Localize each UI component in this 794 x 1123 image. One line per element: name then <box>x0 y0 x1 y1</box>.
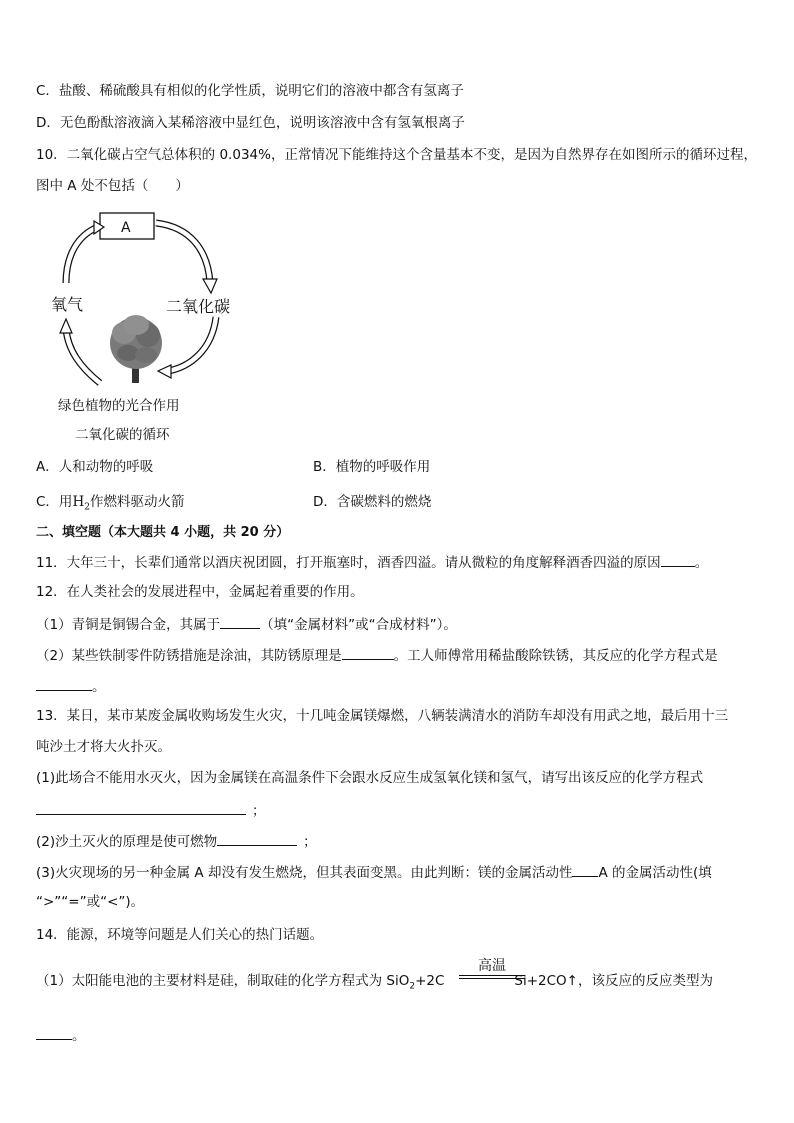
q11-stem <box>36 552 708 572</box>
diagram-bottom-label: 绿色植物的光合作用 <box>58 398 180 414</box>
q13-part1: (1)此场合不能用水灭火，因为金属镁在高温条件下会跟水反应生成氢氧化镁和氢气，请写出该反应的化学方程式 <box>36 770 704 786</box>
q13-part2-text: (2)沙土灭火的原理是使可燃物 <box>36 834 218 850</box>
q11-end: 。 <box>694 555 709 571</box>
q14-part1-text-b: +2C <box>415 973 445 989</box>
q9-option-c: C．盐酸、稀硫酸具有相似的化学性质，说明它们的溶液中都含有氢离子 <box>36 83 464 99</box>
q14-part1-text-c: Si+2CO↑，该反应的反应类型为 <box>514 973 713 989</box>
co2-label: 二氧化碳 <box>166 297 231 316</box>
q12-part2-cont <box>36 676 106 696</box>
carbon-cycle-diagram <box>40 205 260 395</box>
diagram-caption: 二氧化碳的循环 <box>75 427 170 443</box>
q10-option-c-prefix: C．用 <box>36 494 73 510</box>
q10-stem-line2: 图中 A 处不包括（ ） <box>36 178 189 194</box>
arrowhead-to-o2 <box>60 319 72 333</box>
q12-part2-end: 。 <box>92 679 106 695</box>
q12-part1-blank[interactable] <box>220 614 260 629</box>
section-heading-fill-in: 二、填空题（本大题共 4 小题，共 20 分） <box>36 525 290 540</box>
arrowhead-to-co2 <box>203 279 217 293</box>
q13-stem-line2: 吨沙土才将大火扑灭。 <box>36 739 171 755</box>
q10-option-b: B．植物的呼吸作用 <box>313 459 431 475</box>
q12-part1-text-b: （填“金属材料”或“合成材料”）。 <box>260 617 457 633</box>
sio2-subscript: 2 <box>409 981 416 992</box>
equals-line-bottom <box>459 978 525 979</box>
tree-icon <box>110 315 162 383</box>
q11-answer-blank[interactable] <box>661 552 695 567</box>
q14-part1-blank[interactable] <box>36 1025 72 1040</box>
q14-part1 <box>36 972 713 996</box>
q12-stem: 12．在人类社会的发展进程中，金属起着重要的作用。 <box>36 584 364 600</box>
q12-part1 <box>36 614 457 634</box>
q12-part2-text-a: （2）某些铁制零件防锈措施是涂油，其防锈原理是 <box>36 648 342 664</box>
arrow-co2-to-tree-inner <box>168 317 216 371</box>
arrowhead-to-tree <box>158 365 171 378</box>
arrow-o2-to-a-inner <box>66 227 98 283</box>
q13-part1-blank[interactable] <box>36 800 246 815</box>
q10-option-c-suffix: 作燃料驱动火箭 <box>89 494 185 510</box>
q10-option-d: D．含碳燃料的燃烧 <box>313 494 432 510</box>
q10-option-c <box>36 493 184 517</box>
q13-part3-text-a: (3)火灾现场的另一种金属 A 却没有发生燃烧，但其表面变黑。由此判断：镁的金属活动性 <box>36 865 573 881</box>
q13-part2 <box>36 831 317 851</box>
q13-part2-end: ； <box>303 834 317 850</box>
h2-symbol: H <box>72 494 85 510</box>
q10-option-a: A．人和动物的呼吸 <box>36 459 154 475</box>
q13-part3 <box>36 862 712 882</box>
q13-part3-blank[interactable] <box>572 862 598 877</box>
equals-line-top <box>459 975 525 976</box>
box-a-label: A <box>121 220 131 236</box>
q11-text: 11．大年三十，长辈们通常以酒庆祝团圆，打开瓶塞时，酒香四溢。请从微粒的角度解释酒香四溢的原因 <box>36 555 661 571</box>
q14-stem: 14．能源，环境等问题是人们关心的热门话题。 <box>36 927 324 943</box>
q13-part3-cont: “>”“=”或“<”)。 <box>36 894 145 910</box>
q13-part1-end: ； <box>252 803 266 819</box>
q14-part1-cont <box>36 1025 86 1045</box>
reaction-condition <box>457 955 527 991</box>
q13-part2-blank[interactable] <box>217 831 297 846</box>
q13-part1-cont <box>36 800 266 820</box>
arrow-a-to-co2-inner <box>156 223 210 283</box>
q12-part2-blank2[interactable] <box>36 676 92 691</box>
q14-part1-end: 。 <box>72 1028 86 1044</box>
q10-stem-line1: 10．二氧化碳占空气总体积的 0.034%，正常情况下能维持这个含量基本不变，是因为自然界存在如图所示的循环过程， <box>36 147 757 163</box>
condition-high-temp: 高温 <box>478 958 506 974</box>
q13-part3-text-b: A 的金属活动性(填 <box>598 865 712 881</box>
h2-subscript: 2 <box>84 502 90 513</box>
arrow-tree-to-o2-outer <box>66 329 100 383</box>
h2-formula <box>72 494 90 513</box>
q12-part2-text-b: 。工人师傅常用稀盐酸除铁锈，其反应的化学方程式是 <box>393 648 718 664</box>
oxygen-label: 氧气 <box>51 295 84 314</box>
q9-option-d: D．无色酚酞溶液滴入某稀溶液中显红色，说明该溶液中含有氢氧根离子 <box>36 115 465 131</box>
q12-part2 <box>36 645 718 665</box>
q12-part1-text-a: （1）青铜是铜锡合金，其属于 <box>36 617 221 633</box>
q12-part2-blank1[interactable] <box>342 645 394 660</box>
q13-stem-line1: 13．某日，某市某废金属收购场发生火灾，十几吨金属镁爆燃，八辆装满清水的消防车却没有用武之地，最后用十三 <box>36 708 729 724</box>
q14-part1-text-a: （1）太阳能电池的主要材料是硅，制取硅的化学方程式为 SiO <box>36 973 410 989</box>
